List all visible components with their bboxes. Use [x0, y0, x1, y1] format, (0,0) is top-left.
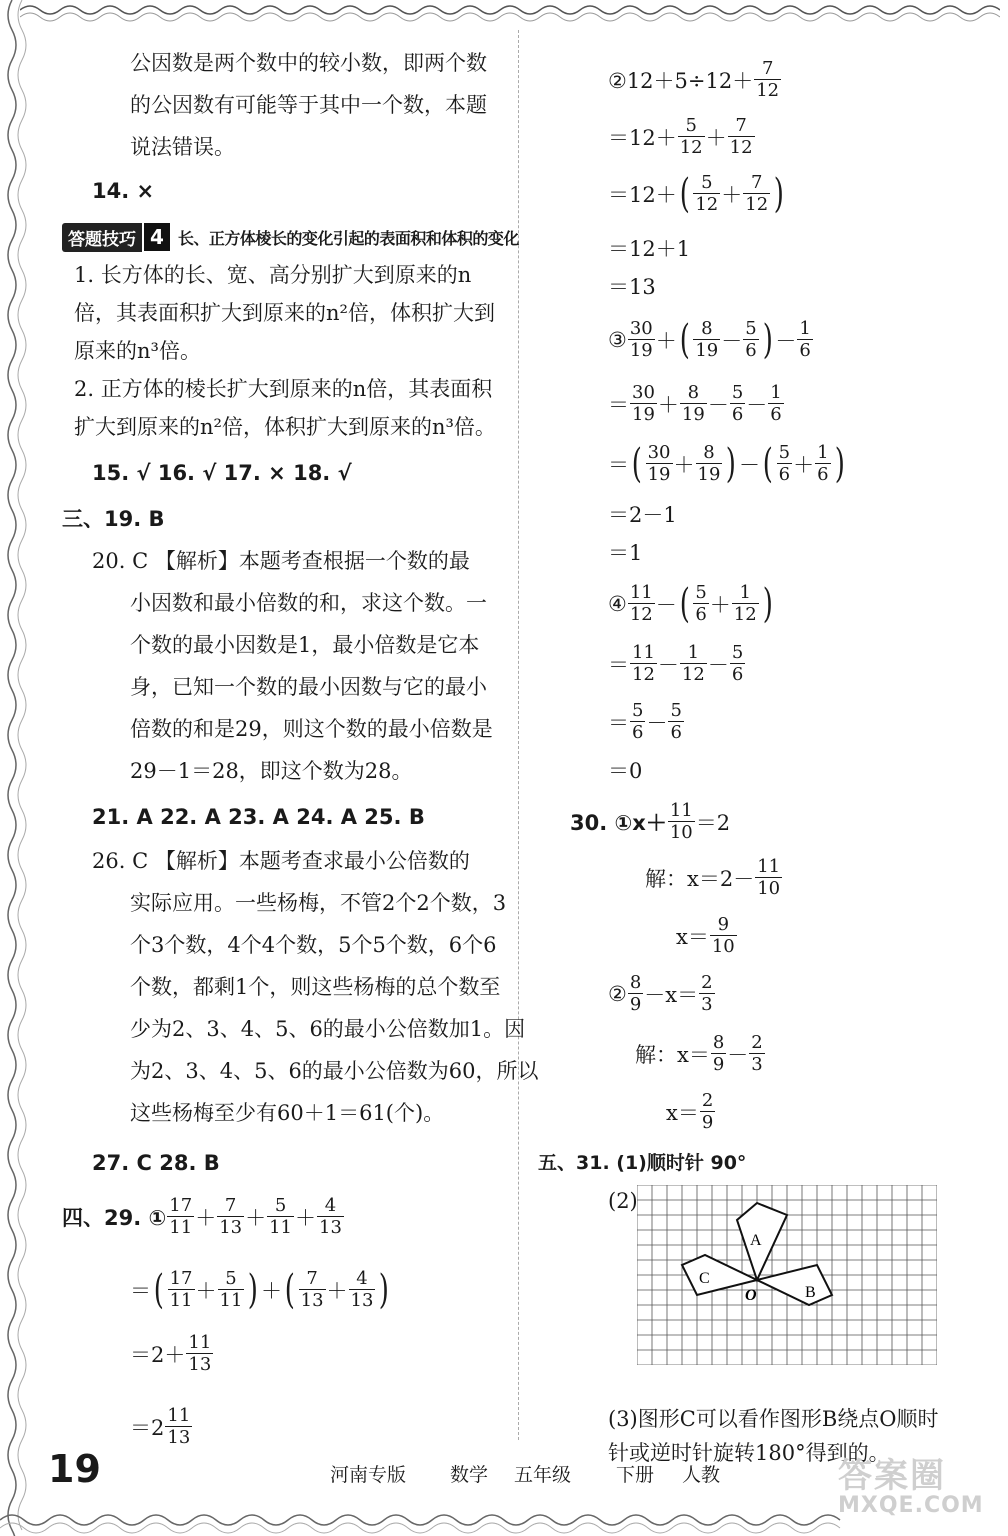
- q29-label: 四、29. ①: [62, 1205, 167, 1230]
- q31-part3-line2: 针或逆时针旋转180°得到的。: [608, 1441, 890, 1465]
- q27-28-answers: 27. C 28. B: [92, 1151, 220, 1175]
- fraction: $\frac{5}{11}$: [269, 1195, 293, 1238]
- q29-4-step1: ＝ $\frac{11}{12}$ － $\frac{1}{12}$ － $\frac{5}{6}$: [608, 642, 744, 685]
- q30-1-result: x＝ $\frac{9}{10}$: [676, 914, 735, 957]
- q20-line5: 倍数的和是29，则这个数的最小倍数是: [130, 717, 493, 741]
- q31-part3-line1: (3)图形C可以看作图形B绕点O顺时: [608, 1407, 939, 1431]
- tip-number: 4: [144, 223, 170, 251]
- q30-1-equation: 30. ①x＋ $\frac{11}{10}$ ＝2: [570, 800, 731, 843]
- footer-volume: 下册: [616, 1464, 655, 1486]
- wavy-border-top: [20, 2, 1000, 24]
- q30-1-solve: 解：x＝2－ $\frac{11}{10}$: [645, 856, 781, 899]
- shape-a: [737, 1203, 787, 1280]
- rotation-grid-figure: [637, 1185, 937, 1365]
- tip-label: 答题技巧: [62, 223, 142, 252]
- q29-2-step3: ＝12＋1: [608, 237, 691, 261]
- q13-line3: 说法错误。: [130, 135, 235, 159]
- q29-3-expression: ③ $\frac{30}{19}$ ＋ ( $\frac{8}{19}$ － $\frac{5}{6}$ ) － $\frac{1}{6}$: [608, 316, 811, 363]
- q29-1-step1: ＝ ( $\frac{17}{11}$ ＋ $\frac{5}{11}$ ) ＋ ( $\frac{7}{13}$ ＋ $\frac{4}{13}$ ): [130, 1266, 390, 1313]
- tip1-line3: 原来的n³倍。: [74, 339, 201, 363]
- watermark: [838, 1448, 984, 1518]
- label-o: O: [745, 1287, 757, 1304]
- tip1-line2: 倍，其表面积扩大到原来的n²倍，体积扩大到: [74, 301, 495, 325]
- q20-line4: 身，已知一个数的最小因数与它的最小: [130, 675, 487, 699]
- tip2-line1: 2. 正方体的棱长扩大到原来的n倍，其表面积: [74, 377, 493, 401]
- q29-2-result: ＝13: [608, 275, 656, 299]
- q29-3-step3: ＝2－1: [608, 503, 677, 527]
- q31-part2-label: (2): [608, 1189, 638, 1213]
- tip1-line1: 1. 长方体的长、宽、高分别扩大到原来的n: [74, 263, 472, 287]
- q29-1-result: ＝2 $\frac{11}{13}$: [130, 1405, 191, 1448]
- q30-2-solve: 解：x＝ $\frac{8}{9}$ － $\frac{2}{3}$: [635, 1032, 763, 1075]
- q29-2-expression: ②12＋5÷12＋ $\frac{7}{12}$: [608, 58, 780, 101]
- q13-line1: 公因数是两个数中的较小数，即两个数: [130, 51, 487, 75]
- q19-answer: 三、19. B: [62, 507, 165, 531]
- footer-subject: 数学: [450, 1464, 489, 1486]
- q21-25-answers: 21. A 22. A 23. A 24. A 25. B: [92, 805, 425, 829]
- q29-2-step2: ＝12＋ ( $\frac{5}{12}$ ＋ $\frac{7}{12}$ ): [608, 170, 785, 217]
- label-b: B: [805, 1284, 816, 1301]
- q29-1-expression: 四、29. ① $\frac{17}{11}$ ＋ $\frac{7}{13}$ ＋ $\frac{5}{11}$ ＋ $\frac{4}{13}$: [62, 1195, 342, 1238]
- tip2-line2: 扩大到原来的n²倍，体积扩大到原来的n³倍。: [74, 415, 496, 439]
- answer-tip-header: [62, 224, 519, 250]
- q29-4-result: ＝0: [608, 759, 643, 783]
- q26-line6: 为2、3、4、5、6的最小公倍数为60，所以: [130, 1059, 539, 1083]
- label-a: A: [750, 1232, 762, 1249]
- q26-line4: 个数，都剩1个，则这些杨梅的总个数至: [130, 975, 501, 999]
- fraction: $\frac{17}{11}$: [169, 1195, 193, 1238]
- watermark-big: 答案圈: [838, 1456, 946, 1496]
- q15-18-answers: 15. √ 16. √ 17. × 18. √: [92, 461, 352, 485]
- q26-line5: 少为2、3、4、5、6的最小公倍数加1。因: [130, 1017, 526, 1041]
- q29-1-step2: ＝2＋ $\frac{11}{13}$: [130, 1332, 212, 1375]
- q30-2-equation: ② $\frac{8}{9}$ －x＝ $\frac{2}{3}$: [608, 972, 713, 1015]
- q20-line3: 个数的最小因数是1，最小倍数是它本: [130, 633, 480, 657]
- fraction: $\frac{4}{13}$: [319, 1195, 342, 1238]
- q30-2-result: x＝ $\frac{2}{9}$: [666, 1090, 714, 1133]
- q29-3-step1: ＝ $\frac{30}{19}$ ＋ $\frac{8}{19}$ － $\frac{5}{6}$ － $\frac{1}{6}$: [608, 382, 782, 425]
- watermark-small: MXQE.COM: [838, 1493, 984, 1518]
- q14-answer: 14. ×: [92, 179, 155, 203]
- footer-grade: 五年级: [514, 1464, 572, 1486]
- q20-line1: 20. C 【解析】本题考查根据一个数的最: [92, 549, 470, 573]
- footer-edition: 河南专版: [330, 1464, 407, 1486]
- footer-publisher: 人教: [682, 1464, 721, 1486]
- label-c: C: [699, 1270, 710, 1287]
- q29-4-expression: ④ $\frac{11}{12}$ － ( $\frac{5}{6}$ ＋ $\frac{1}{12}$ ): [608, 580, 773, 627]
- q26-line1: 26. C 【解析】本题考查求最小公倍数的: [92, 849, 470, 873]
- tip-title: 长、正方体棱长的变化引起的表面积和体积的变化: [177, 228, 519, 248]
- wavy-border-left: [0, 0, 40, 1536]
- q31-part1: 五、31. (1)顺时针 90°: [538, 1152, 747, 1174]
- q29-3-step2: ＝ ( $\frac{30}{19}$ ＋ $\frac{8}{19}$ ) － ( $\frac{5}{6}$ ＋ $\frac{1}{6}$ ): [608, 440, 845, 487]
- shape-b: [757, 1265, 832, 1305]
- q29-3-result: ＝1: [608, 541, 643, 565]
- q26-line2: 实际应用。一些杨梅，不管2个2个数，3: [130, 891, 507, 915]
- q26-line7: 这些杨梅至少有60＋1＝61(个)。: [130, 1101, 445, 1125]
- page-number: 19: [48, 1447, 101, 1491]
- q20-line2: 小因数和最小倍数的和，求这个数。一: [130, 591, 487, 615]
- q20-line6: 29－1＝28，即这个数为28。: [130, 759, 413, 783]
- q29-2-step1: ＝12＋ $\frac{5}{12}$ ＋ $\frac{7}{12}$: [608, 115, 753, 158]
- q13-line2: 的公因数有可能等于其中一个数，本题: [130, 93, 487, 117]
- q26-line3: 个3个数，4个4个数，5个5个数，6个6: [130, 933, 497, 957]
- q29-4-step2: ＝ $\frac{5}{6}$ － $\frac{5}{6}$: [608, 700, 682, 743]
- fraction: $\frac{7}{13}$: [219, 1195, 243, 1238]
